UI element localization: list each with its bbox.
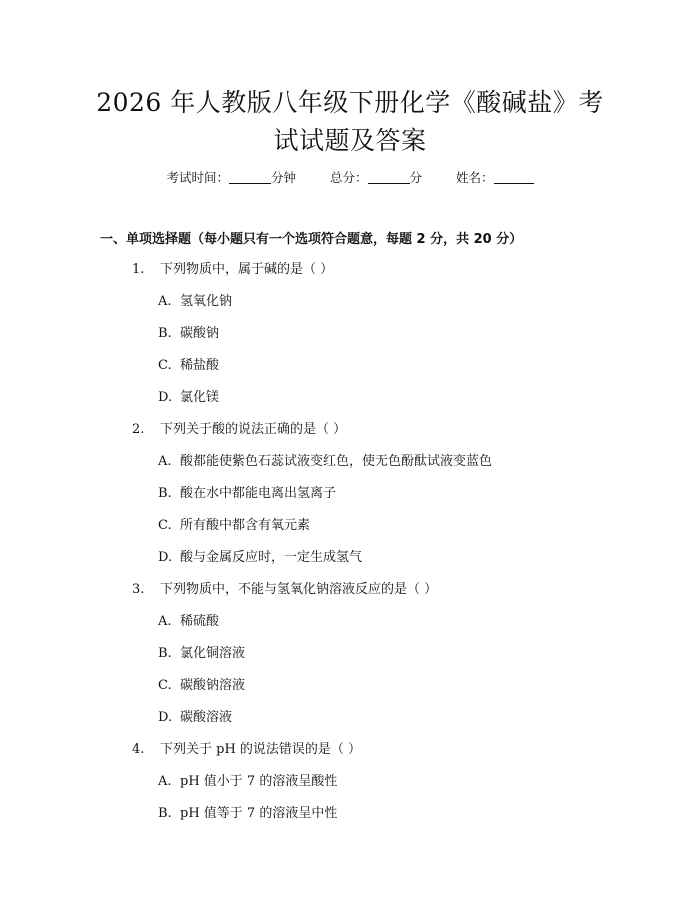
option-text: pH 值等于 7 的溶液呈中性 xyxy=(180,806,338,821)
option-text: 氯化铜溶液 xyxy=(180,646,246,661)
option-text: 碳酸溶液 xyxy=(180,710,233,725)
option-letter: B. xyxy=(158,486,172,501)
option-text: 碳酸钠溶液 xyxy=(180,678,246,693)
question-3-option-a[interactable] xyxy=(158,614,219,630)
exam-time-unit: 分钟 xyxy=(271,170,297,185)
option-text: 所有酸中都含有氧元素 xyxy=(180,518,311,533)
option-letter: A. xyxy=(158,454,172,469)
question-text: 下列物质中，属于碱的是（ ） xyxy=(160,262,334,277)
option-letter: C. xyxy=(158,358,172,373)
question-1 xyxy=(132,262,333,278)
exam-time-blank[interactable] xyxy=(229,171,271,184)
question-3-option-d[interactable] xyxy=(158,710,232,726)
option-text: 碳酸钠 xyxy=(180,326,220,341)
question-text: 下列物质中，不能与氢氧化钠溶液反应的是（ ） xyxy=(160,582,438,597)
option-letter: D. xyxy=(158,550,173,565)
total-score-unit: 分 xyxy=(409,170,423,185)
question-3 xyxy=(132,582,437,598)
question-3-option-b[interactable] xyxy=(158,646,245,662)
page-title-line-1: 2026 年人教版八年级下册化学《酸碱盐》考 xyxy=(96,88,604,117)
option-text: 氯化镁 xyxy=(180,390,220,405)
exam-time-label: 考试时间： xyxy=(166,170,229,185)
question-1-option-d[interactable] xyxy=(158,390,219,406)
question-text: 下列关于 pH 的说法错误的是（ ） xyxy=(160,742,362,757)
option-letter: B. xyxy=(158,806,172,821)
question-number: 4. xyxy=(132,742,145,757)
total-score-blank[interactable] xyxy=(368,171,410,184)
question-1-option-b[interactable] xyxy=(158,326,219,342)
question-number: 2. xyxy=(132,422,145,437)
total-score-label: 总分： xyxy=(329,170,368,185)
option-letter: D. xyxy=(158,710,173,725)
question-1-option-a[interactable] xyxy=(158,294,232,310)
option-letter: C. xyxy=(158,678,172,693)
question-4 xyxy=(132,742,361,758)
option-text: 氢氧化钠 xyxy=(180,294,233,309)
option-letter: C. xyxy=(158,518,172,533)
option-letter: D. xyxy=(158,390,173,405)
question-2-option-b[interactable] xyxy=(158,486,336,502)
student-name-field xyxy=(456,170,534,186)
option-text: 稀硫酸 xyxy=(180,614,220,629)
question-2-option-d[interactable] xyxy=(158,550,362,566)
question-4-option-b[interactable] xyxy=(158,806,337,822)
question-4-option-a[interactable] xyxy=(158,774,337,790)
option-text: 酸与金属反应时，一定生成氢气 xyxy=(180,550,363,565)
question-2 xyxy=(132,422,346,438)
total-score-field xyxy=(330,170,422,186)
question-number: 1. xyxy=(132,262,145,277)
question-2-option-a[interactable] xyxy=(158,454,492,470)
option-letter: A. xyxy=(158,614,172,629)
option-text: 酸在水中都能电离出氢离子 xyxy=(180,486,337,501)
page-title-line-2: 试试题及答案 xyxy=(273,126,427,155)
question-1-option-c[interactable] xyxy=(158,358,219,374)
question-text: 下列关于酸的说法正确的是（ ） xyxy=(160,422,347,437)
section-heading: 一、单项选择题（每小题只有一个选项符合题意，每题 2 分，共 20 分） xyxy=(100,232,523,247)
exam-info-row xyxy=(0,170,700,186)
student-name-blank[interactable] xyxy=(494,171,534,184)
option-letter: A. xyxy=(158,294,172,309)
student-name-label: 姓名： xyxy=(455,170,494,185)
option-letter: A. xyxy=(158,774,172,789)
question-3-option-c[interactable] xyxy=(158,678,245,694)
option-text: 酸都能使紫色石蕊试液变红色，使无色酚酞试液变蓝色 xyxy=(180,454,493,469)
option-text: 稀盐酸 xyxy=(180,358,220,373)
option-text: pH 值小于 7 的溶液呈酸性 xyxy=(180,774,338,789)
question-2-option-c[interactable] xyxy=(158,518,310,534)
option-letter: B. xyxy=(158,326,172,341)
question-number: 3. xyxy=(132,582,145,597)
option-letter: B. xyxy=(158,646,172,661)
exam-time-field xyxy=(166,170,296,186)
